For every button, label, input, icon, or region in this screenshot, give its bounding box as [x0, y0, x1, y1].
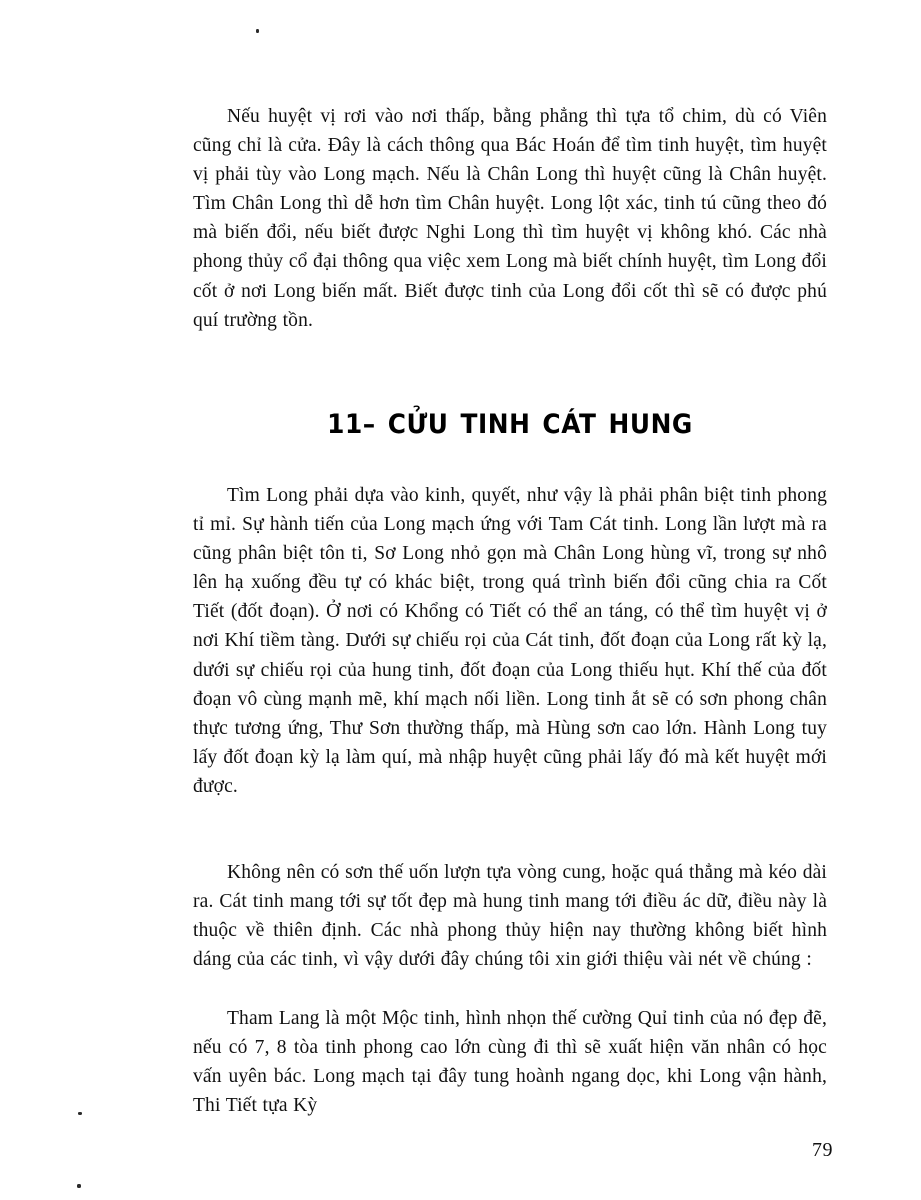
scan-speck-top — [256, 29, 259, 33]
paragraph-tim-long: Tìm Long phải dựa vào kinh, quyết, như vậy là phải phân biệt tinh phong tỉ mỉ. Sự hành tiến của Long mạch ứng với Tam Cát tinh. Long lần lượt mà ra cũng phân biệt tôn ti, Sơ Long nhỏ gọn mà Chân Long hùng vĩ, trong sự nhô lên hạ xuống đều tự có khác biệt, trong quá trình biến đổi cũng chia ra Cốt Tiết (đốt đoạn). Ở nơi có Khổng có Tiết có thể an táng, có thể tìm huyệt vị ở nơi Khí tiềm tàng. Dưới sự chiếu rọi của Cát tinh, đốt đoạn của Long rất kỳ lạ, dưới sự chiếu rọi của hung tinh, đốt đoạn của Long thiếu hụt. Khí thế của đốt đoạn vô cùng mạnh mẽ, khí mạch nối liền. Long tinh ắt sẽ có sơn phong chân thực tương ứng, Thư Sơn thường thấp, mà Hùng sơn cao lớn. Hành Long tuy lấy đốt đoạn kỳ lạ làm quí, mà nhập huyệt cũng phải lấy đó mà kết huyệt mới được. — [193, 485, 827, 797]
paragraph-intro-huyet-vi: Nếu huyệt vị rơi vào nơi thấp, bằng phẳng thì tựa tổ chim, dù có Viên cũng chỉ là cửa. Đây là cách thông qua Bác Hoán để tìm tinh huyệt, tìm huyệt vị phải tùy vào Long mạch. Nếu là Chân Long thì huyệt cũng là Chân huyệt. Tìm Chân Long thì dễ hơn tìm Chân huyệt. Long lột xác, tinh tú cũng theo đó mà biến đổi, nếu biết được Nghi Long thì tìm huyệt vị không khó. Các nhà phong thủy cổ đại thông qua việc xem Long mà biết chính huyệt, tìm Long đổi cốt ở nơi Long biến mất. Biết được tinh của Long đổi cốt thì sẽ có được phú quí trường tồn. — [193, 106, 827, 331]
section-heading-cuu-tinh-cat-hung: 11– CỬU TINH CÁT HUNG — [327, 409, 693, 440]
paragraph-tham-lang: Tham Lang là một Mộc tinh, hình nhọn thế cường Quỉ tinh của nó đẹp đẽ, nếu có 7, 8 tòa tinh phong cao lớn cùng đi thì sẽ xuất hiện văn nhân có học vấn uyên bác. Long mạch tại đây tung hoành ngang dọc, khi Long vận hành, Thi Tiết tựa Kỳ — [193, 1008, 827, 1117]
page-number: 79 — [812, 1139, 833, 1161]
scan-speck-bottom-left-upper — [78, 1112, 82, 1115]
paragraph-khong-nen-co-son-the: Không nên có sơn thế uốn lượn tựa vòng cung, hoặc quá thẳng mà kéo dài ra. Cát tinh mang tới sự tốt đẹp mà hung tinh mang tới điều ác dữ, điều này là thuộc về thiên định. Các nhà phong thủy hiện nay thường không biết hình dáng của các tinh, vì vậy dưới đây chúng tôi xin giới thiệu vài nét về chúng : — [193, 862, 827, 971]
scan-speck-bottom-left-lower — [77, 1184, 81, 1188]
